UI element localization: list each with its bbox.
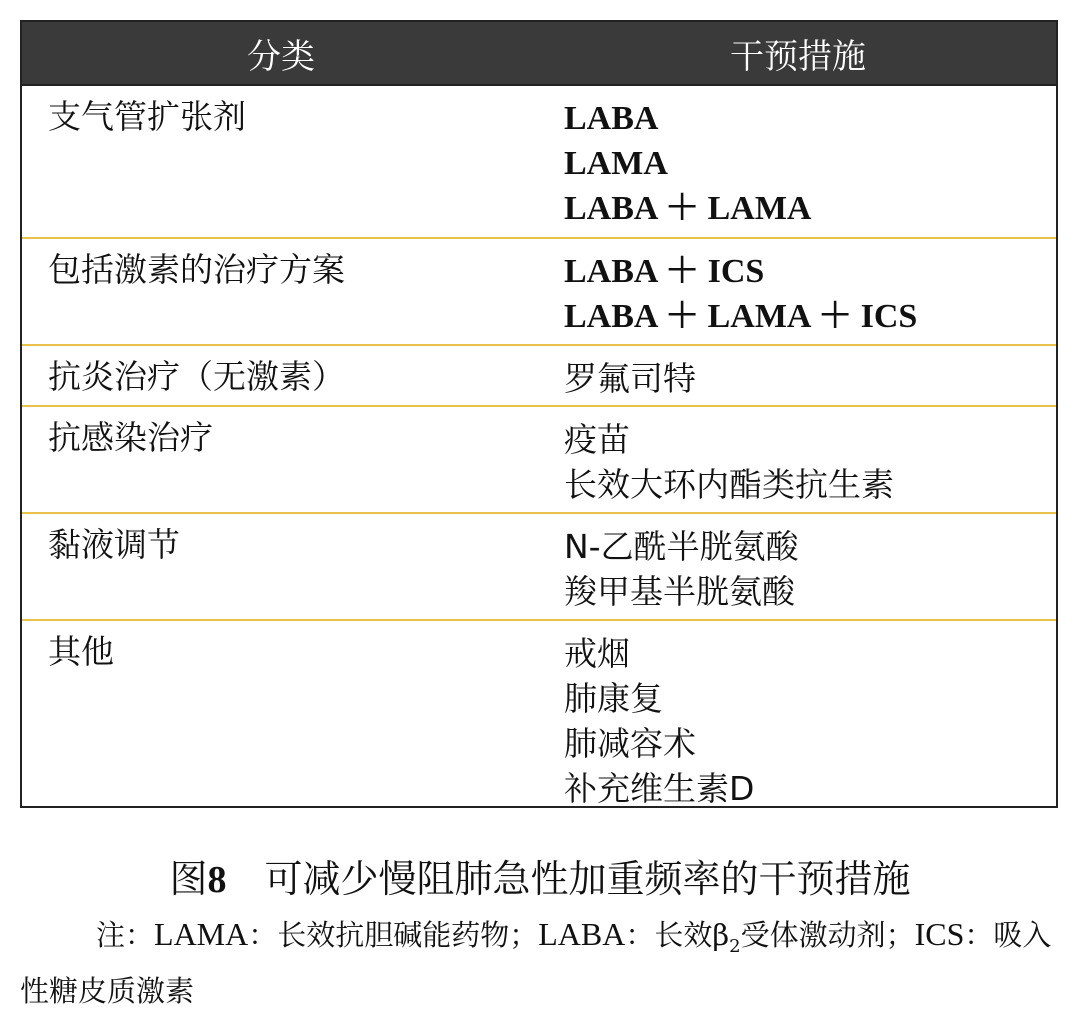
measure-item: LABA ＋ LAMA ＋ ICS (564, 298, 918, 335)
measure-item: 肺康复 (564, 679, 663, 718)
measure-item: 长效大环内酯类抗生素 (564, 465, 894, 504)
footnote (20, 912, 1065, 1013)
measure-item: LABA ＋ ICS (564, 253, 765, 290)
header-measures: 干预措施 (730, 36, 866, 77)
table-row (22, 405, 1056, 512)
category-cell: 其他 (48, 632, 114, 671)
measure-item: LAMA (564, 145, 668, 182)
measures-cell (564, 346, 1056, 405)
table-header (22, 22, 1056, 86)
measures-cell (564, 86, 1056, 237)
lama-definition: ：长效抗胆碱能药物； (248, 918, 539, 952)
abbr-laba: LABA (538, 916, 626, 952)
measure-item: LABA ＋ LAMA (564, 190, 812, 227)
measure-item: 戒烟 (564, 634, 630, 673)
table-row (22, 619, 1056, 808)
measures-cell (564, 239, 1056, 344)
note-label: 注： (96, 918, 155, 952)
measure-item: 肺减容术 (564, 724, 696, 763)
measures-cell (564, 621, 1056, 808)
laba-definition: ：长效β (625, 918, 730, 952)
abbr-ics: ICS (914, 916, 965, 952)
measure-item: N-乙酰半胱氨酸 (564, 527, 799, 566)
header-category: 分类 (247, 36, 315, 77)
measure-item: 补充维生素D (564, 769, 755, 808)
table-row (22, 344, 1056, 405)
table-row (22, 512, 1056, 619)
table-row (22, 237, 1056, 344)
category-cell: 抗感染治疗 (48, 418, 213, 457)
beta-subscript: 2 (729, 935, 741, 957)
measure-item: 羧甲基半胱氨酸 (564, 572, 795, 611)
table-row (22, 86, 1056, 237)
intervention-table (20, 20, 1058, 808)
measures-cell (564, 407, 1056, 512)
measure-item: 罗氟司特 (564, 359, 696, 398)
caption-text: 可减少慢阻肺急性加重频率的干预措施 (264, 857, 911, 901)
measures-cell (564, 514, 1056, 619)
measure-item: LABA (564, 100, 659, 137)
figure-caption (0, 848, 1080, 903)
measure-item: 疫苗 (564, 420, 630, 459)
category-cell: 黏液调节 (48, 525, 180, 564)
laba-definition-cont: 受体激动剂； (740, 918, 915, 952)
category-cell: 包括激素的治疗方案 (48, 250, 345, 289)
caption-prefix: 图 (169, 857, 208, 901)
abbr-lama: LAMA (154, 916, 249, 952)
ics-definition: ：吸入性糖皮质激素 (20, 918, 1052, 1008)
caption-number: 8 (207, 859, 227, 901)
category-cell: 支气管扩张剂 (48, 97, 246, 136)
category-cell: 抗炎治疗（无激素） (48, 357, 345, 396)
